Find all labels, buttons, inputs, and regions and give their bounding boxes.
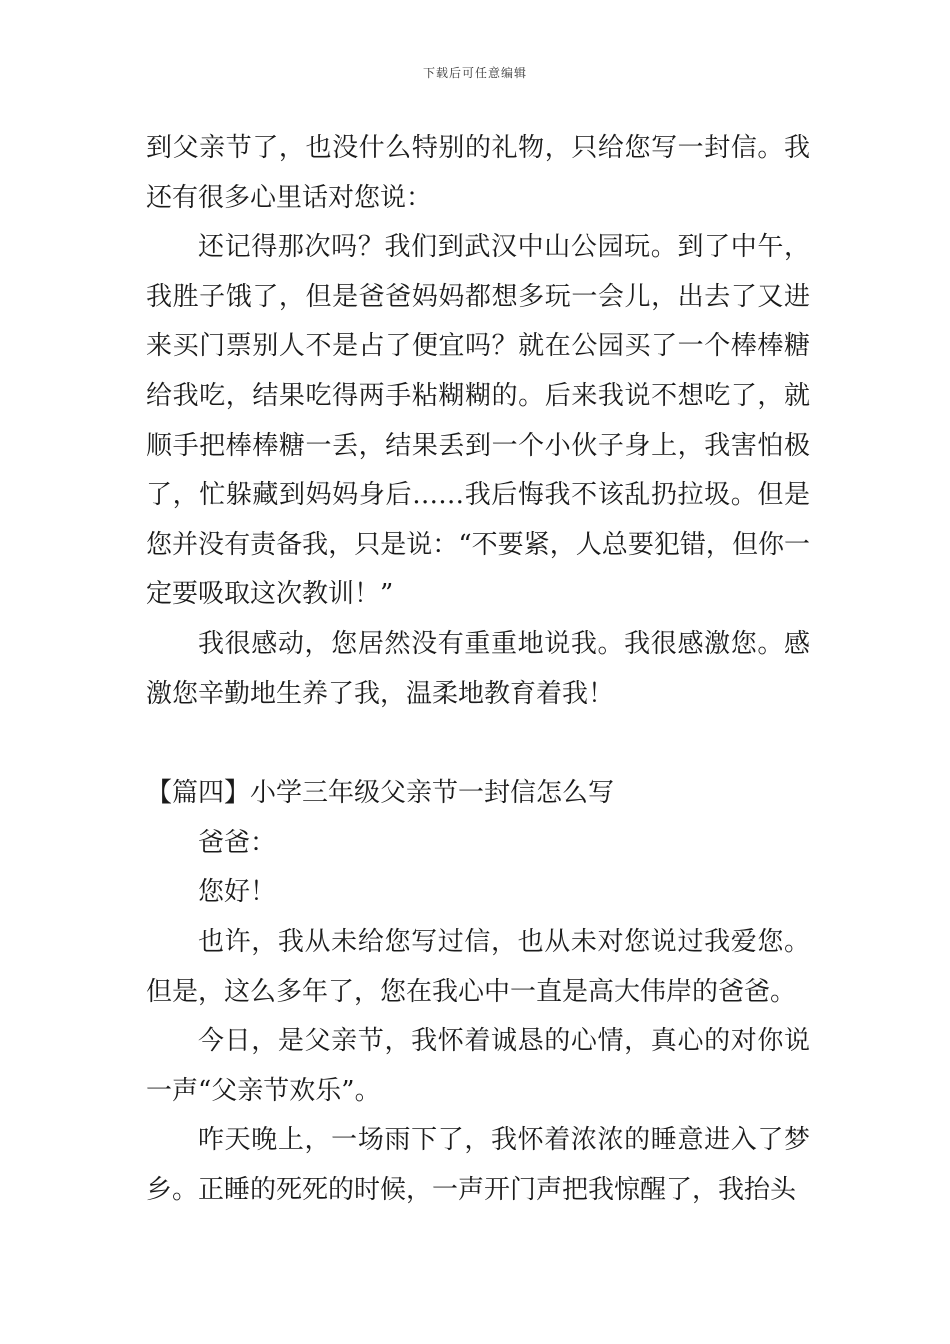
document-body bbox=[146, 124, 810, 1215]
paragraph-2: 还记得那次吗？我们到武汉中山公园玩。到了中午，我胜子饿了，但是爸爸妈妈都想多玩一会儿，出去了又进来买门票别人不是占了便宜吗？就在公园买了一个棒棒糖给我吃，结果吃得两手粘糊糊的。后来我说不想吃了，就顺手把棒棒糖一丢，结果丢到一个小伙子身上，我害怕极了，忙躲藏到妈妈身后……我后悔我不该乱扔拉圾。但是您并没有责备我，只是说：“不要紧，人总要犯错，但你一定要吸取这次教训！” bbox=[146, 232, 810, 610]
greeting: 您好！ bbox=[198, 877, 277, 908]
section-paragraph-1: 也许，我从未给您写过信，也从未对您说过我爱您。但是，这么多年了，您在我心中一直是高大伟岸的爸爸。 bbox=[146, 926, 810, 1007]
salutation: 爸爸： bbox=[198, 827, 277, 858]
page-header-note: 下载后可任意编辑 bbox=[422, 66, 527, 80]
paragraph-1: 到父亲节了，也没什么特别的礼物，只给您写一封信。我还有很多心里话对您说： bbox=[146, 133, 810, 213]
section-paragraph-3: 咋天晚上，一场雨下了，我怀着浓浓的睡意进入了梦乡。正睡的死死的时候，一声开门声把我惊醒了，我抬头 bbox=[146, 1125, 810, 1205]
section-paragraph-2: 今日，是父亲节，我怀着诚恳的心情，真心的对你说一声“父亲节欢乐”。 bbox=[146, 1026, 810, 1106]
section-title: 【篇四】小学三年级父亲节一封信怎么写 bbox=[146, 778, 615, 809]
paragraph-3: 我很感动，您居然没有重重地说我。我很感激您。感激您辛勤地生养了我，温柔地教育着我！ bbox=[146, 628, 810, 709]
